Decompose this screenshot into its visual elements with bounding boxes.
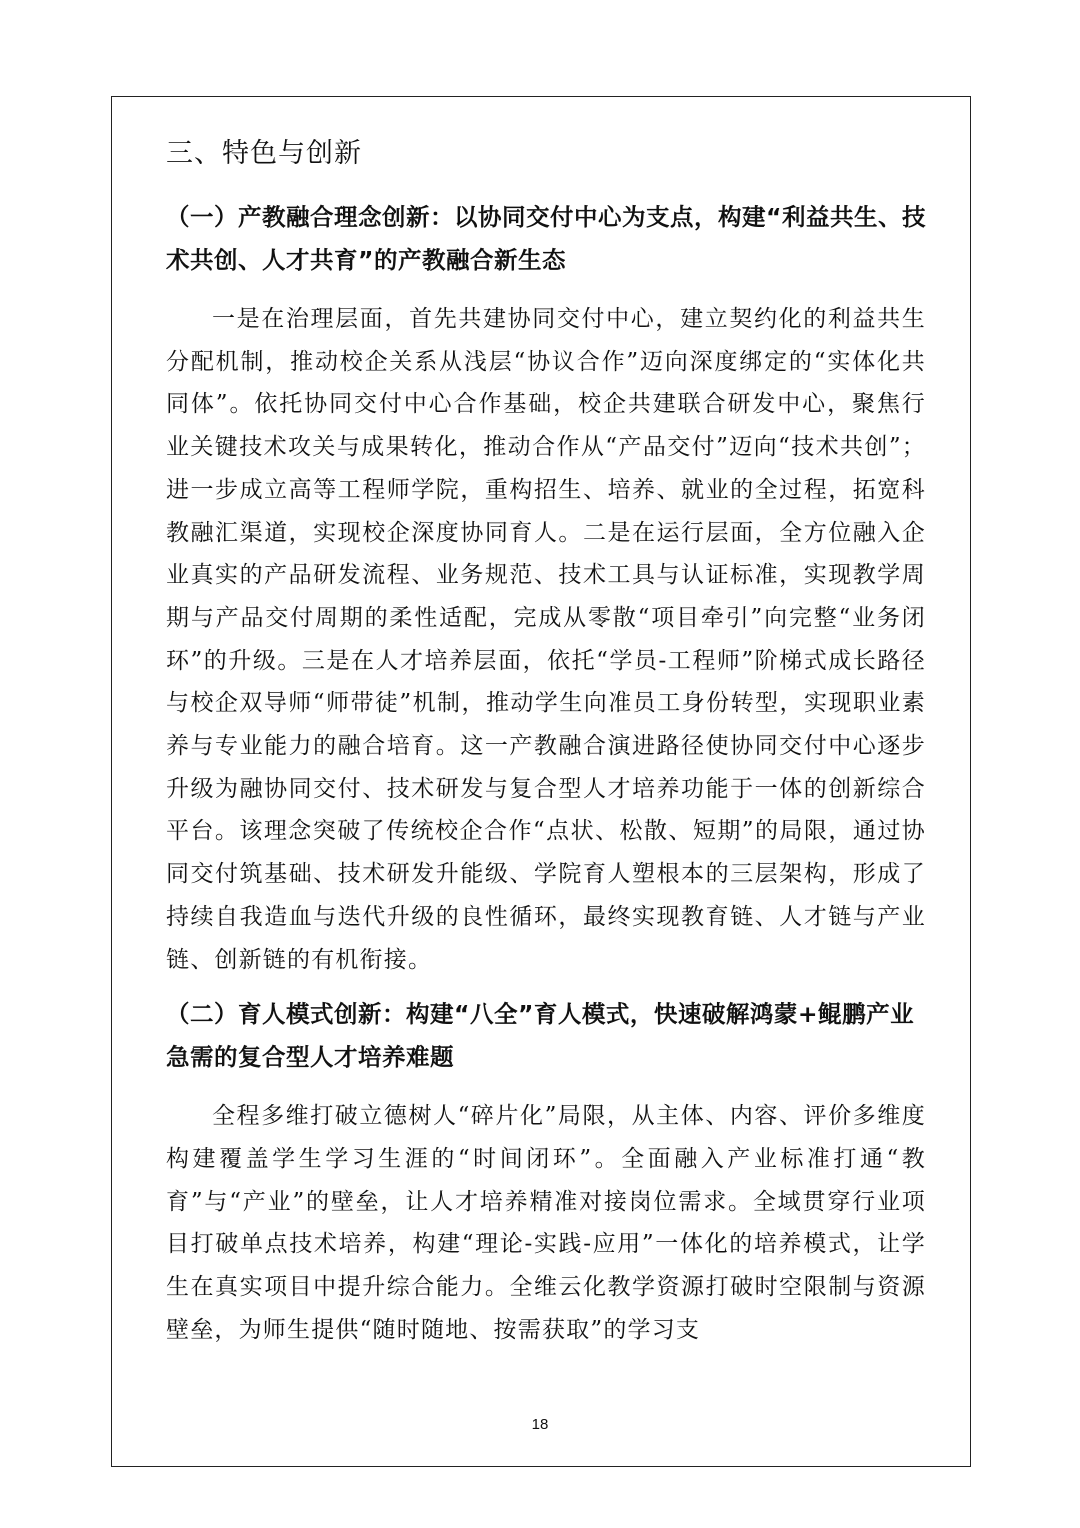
page-number: 18 <box>531 1416 549 1433</box>
subsection-heading-1: （一）产教融合理念创新：以协同交付中心为支点，构建“利益共生、技术共创、人才共育”的产教融合新生态 <box>166 203 926 274</box>
subsection-body-2: 全程多维打破立德树人“碎片化”局限，从主体、内容、评价多维度构建覆盖学生学习生涯的“时间闭环”。全面融入产业标准打通“教育”与“产业”的壁垒，让人才培养精准对接岗位需求。全域贯穿行业项目打破单点技术培养，构建“理论-实践-应用”一体化的培养模式，让学生在真实项目中提升综合能力。全维云化教学资源打破时空限制与资源壁垒，为师生提供“随时随地、按需获取”的学习支 <box>166 1103 926 1343</box>
section-title: 三、特色与创新 <box>166 138 362 169</box>
document-body <box>166 126 926 1363</box>
subsection-heading-2: （二）育人模式创新：构建“八全”育人模式，快速破解鸿蒙+鲲鹏产业急需的复合型人才培养难题 <box>166 1000 915 1072</box>
subsection-body-1: 一是在治理层面，首先共建协同交付中心，建立契约化的利益共生分配机制，推动校企关系从浅层“协议合作”迈向深度绑定的“实体化共同体”。依托协同交付中心合作基础，校企共建联合研发中心，聚焦行业关键技术攻关与成果转化，推动合作从“产品交付”迈向“技术共创”；进一步成立高等工程师学院，重构招生、培养、就业的全过程，拓宽科教融汇渠道，实现校企深度协同育人。二是在运行层面，全方位融入企业真实的产品研发流程、业务规范、技术工具与认证标准，实现教学周期与产品交付周期的柔性适配，完成从零散“项目牵引”向完整“业务闭环”的升级。三是在人才培养层面，依托“学员-工程师”阶梯式成长路径与校企双导师“师带徒”机制，推动学生向准员工身份转型，实现职业素养与专业能力的融合培育。这一产教融合演进路径使协同交付中心逐步升级为融协同交付、技术研发与复合型人才培养功能于一体的创新综合平台。该理念突破了传统校企合作“点状、松散、短期”的局限，通过协同交付筑基础、技术研发升能级、学院育人塑根本的三层架构，形成了持续自我造血与迭代升级的良性循环，最终实现教育链、人才链与产业链、创新链的有机衔接。 <box>166 306 926 973</box>
